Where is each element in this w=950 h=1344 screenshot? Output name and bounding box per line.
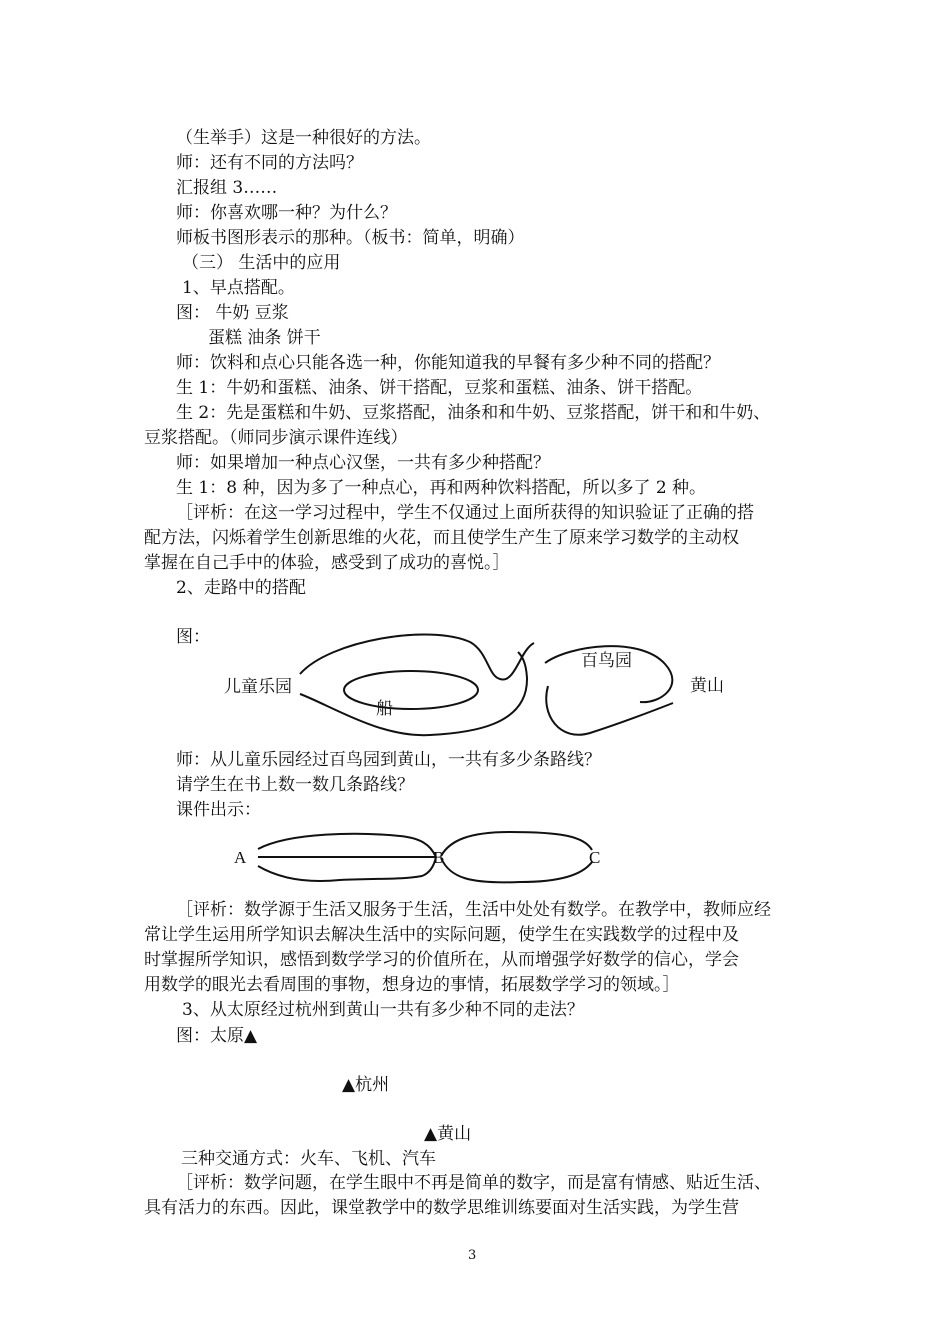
comment-line: 用数学的眼光去看周围的事物，想身边的事情，拓展数学学习的领域。］: [144, 975, 680, 995]
subsection-heading: 3、从太原经过杭州到黄山一共有多少种不同的走法？: [182, 1000, 584, 1020]
comment-line: ［评析：数学问题，在学生眼中不再是简单的数字，而是富有情感、贴近生活、: [176, 1173, 771, 1193]
comment-line: 掌握在自己手中的体验，感受到了成功的喜悦。］: [144, 553, 510, 573]
text-line: 图：: [176, 627, 210, 647]
text-line: 师：还有不同的方法吗？: [176, 153, 363, 173]
section-heading: （三） 生活中的应用: [182, 253, 341, 273]
text-line: 蛋糕 油条 饼干: [208, 328, 321, 348]
place-label-huangshan: 黄山: [690, 676, 724, 696]
page-number: 3: [468, 1248, 477, 1263]
text-line: 请学生在书上数一数几条路线？: [176, 775, 414, 795]
place-label-bird-garden: 百鸟园: [581, 651, 632, 671]
text-line: 三种交通方式：火车、飞机、汽车: [181, 1149, 436, 1169]
text-line: 师板书图形表示的那种。（板书：简单，明确）: [176, 228, 525, 248]
text-line: 师：饮料和点心只能各选一种，你能知道我的早餐有多少种不同的搭配？: [176, 353, 720, 373]
text-line: 师：如果增加一种点心汉堡，一共有多少种搭配？: [176, 453, 550, 473]
comment-line: 具有活力的东西。因此，课堂教学中的数学思维训练要面对生活实践，为学生营: [144, 1198, 739, 1218]
point-label-a: A: [234, 848, 247, 867]
text-line: 豆浆搭配。（师同步演示课件连线）: [144, 428, 408, 448]
text-line: 生 1：8 种，因为多了一种点心，再和两种饮料搭配，所以多了 2 种。: [176, 478, 707, 498]
text-line: 图： 牛奶 豆浆: [176, 303, 289, 323]
place-label-huangshan-2: ▲黄山: [424, 1124, 472, 1144]
text-line: 生 1：牛奶和蛋糕、油条、饼干搭配，豆浆和蛋糕、油条、饼干搭配。: [176, 378, 703, 398]
point-label-b: B: [433, 848, 445, 867]
place-label-childrens-park: 儿童乐园: [224, 677, 292, 697]
text-line: 汇报组 3……: [176, 178, 278, 198]
point-label-c: C: [589, 848, 601, 867]
text-line: 生 2：先是蛋糕和牛奶、豆浆搭配，油条和和牛奶、豆浆搭配，饼干和和牛奶、: [176, 403, 771, 423]
comment-line: 时掌握所学知识，感悟到数学学习的价值所在，从而增强学好数学的信心，学会: [144, 950, 739, 970]
comment-line: 配方法，闪烁着学生创新思维的火花，而且使学生产生了原来学习数学的主动权: [144, 528, 739, 548]
text-line: 师：从儿童乐园经过百鸟园到黄山，一共有多少条路线？: [176, 750, 601, 770]
boat-label: 船: [376, 699, 393, 719]
text-line: 图：太原▲: [176, 1026, 258, 1046]
subsection-heading: 2、走路中的搭配: [176, 578, 306, 598]
text-line: 课件出示：: [176, 800, 261, 820]
text-line: 师：你喜欢哪一种？为什么？: [176, 203, 397, 223]
text-line: （生举手）这是一种很好的方法。: [176, 128, 431, 148]
comment-line: ［评析：在这一学习过程中，学生不仅通过上面所获得的知识验证了正确的搭: [176, 503, 754, 523]
comment-line: 常让学生运用所学知识去解决生活中的实际问题，使学生在实践数学的过程中及: [144, 925, 739, 945]
place-label-hangzhou: ▲杭州: [342, 1075, 390, 1095]
subsection-heading: 1、早点搭配。: [182, 278, 295, 298]
comment-line: ［评析：数学源于生活又服务于生活，生活中处处有数学。在教学中，教师应经: [176, 900, 771, 920]
